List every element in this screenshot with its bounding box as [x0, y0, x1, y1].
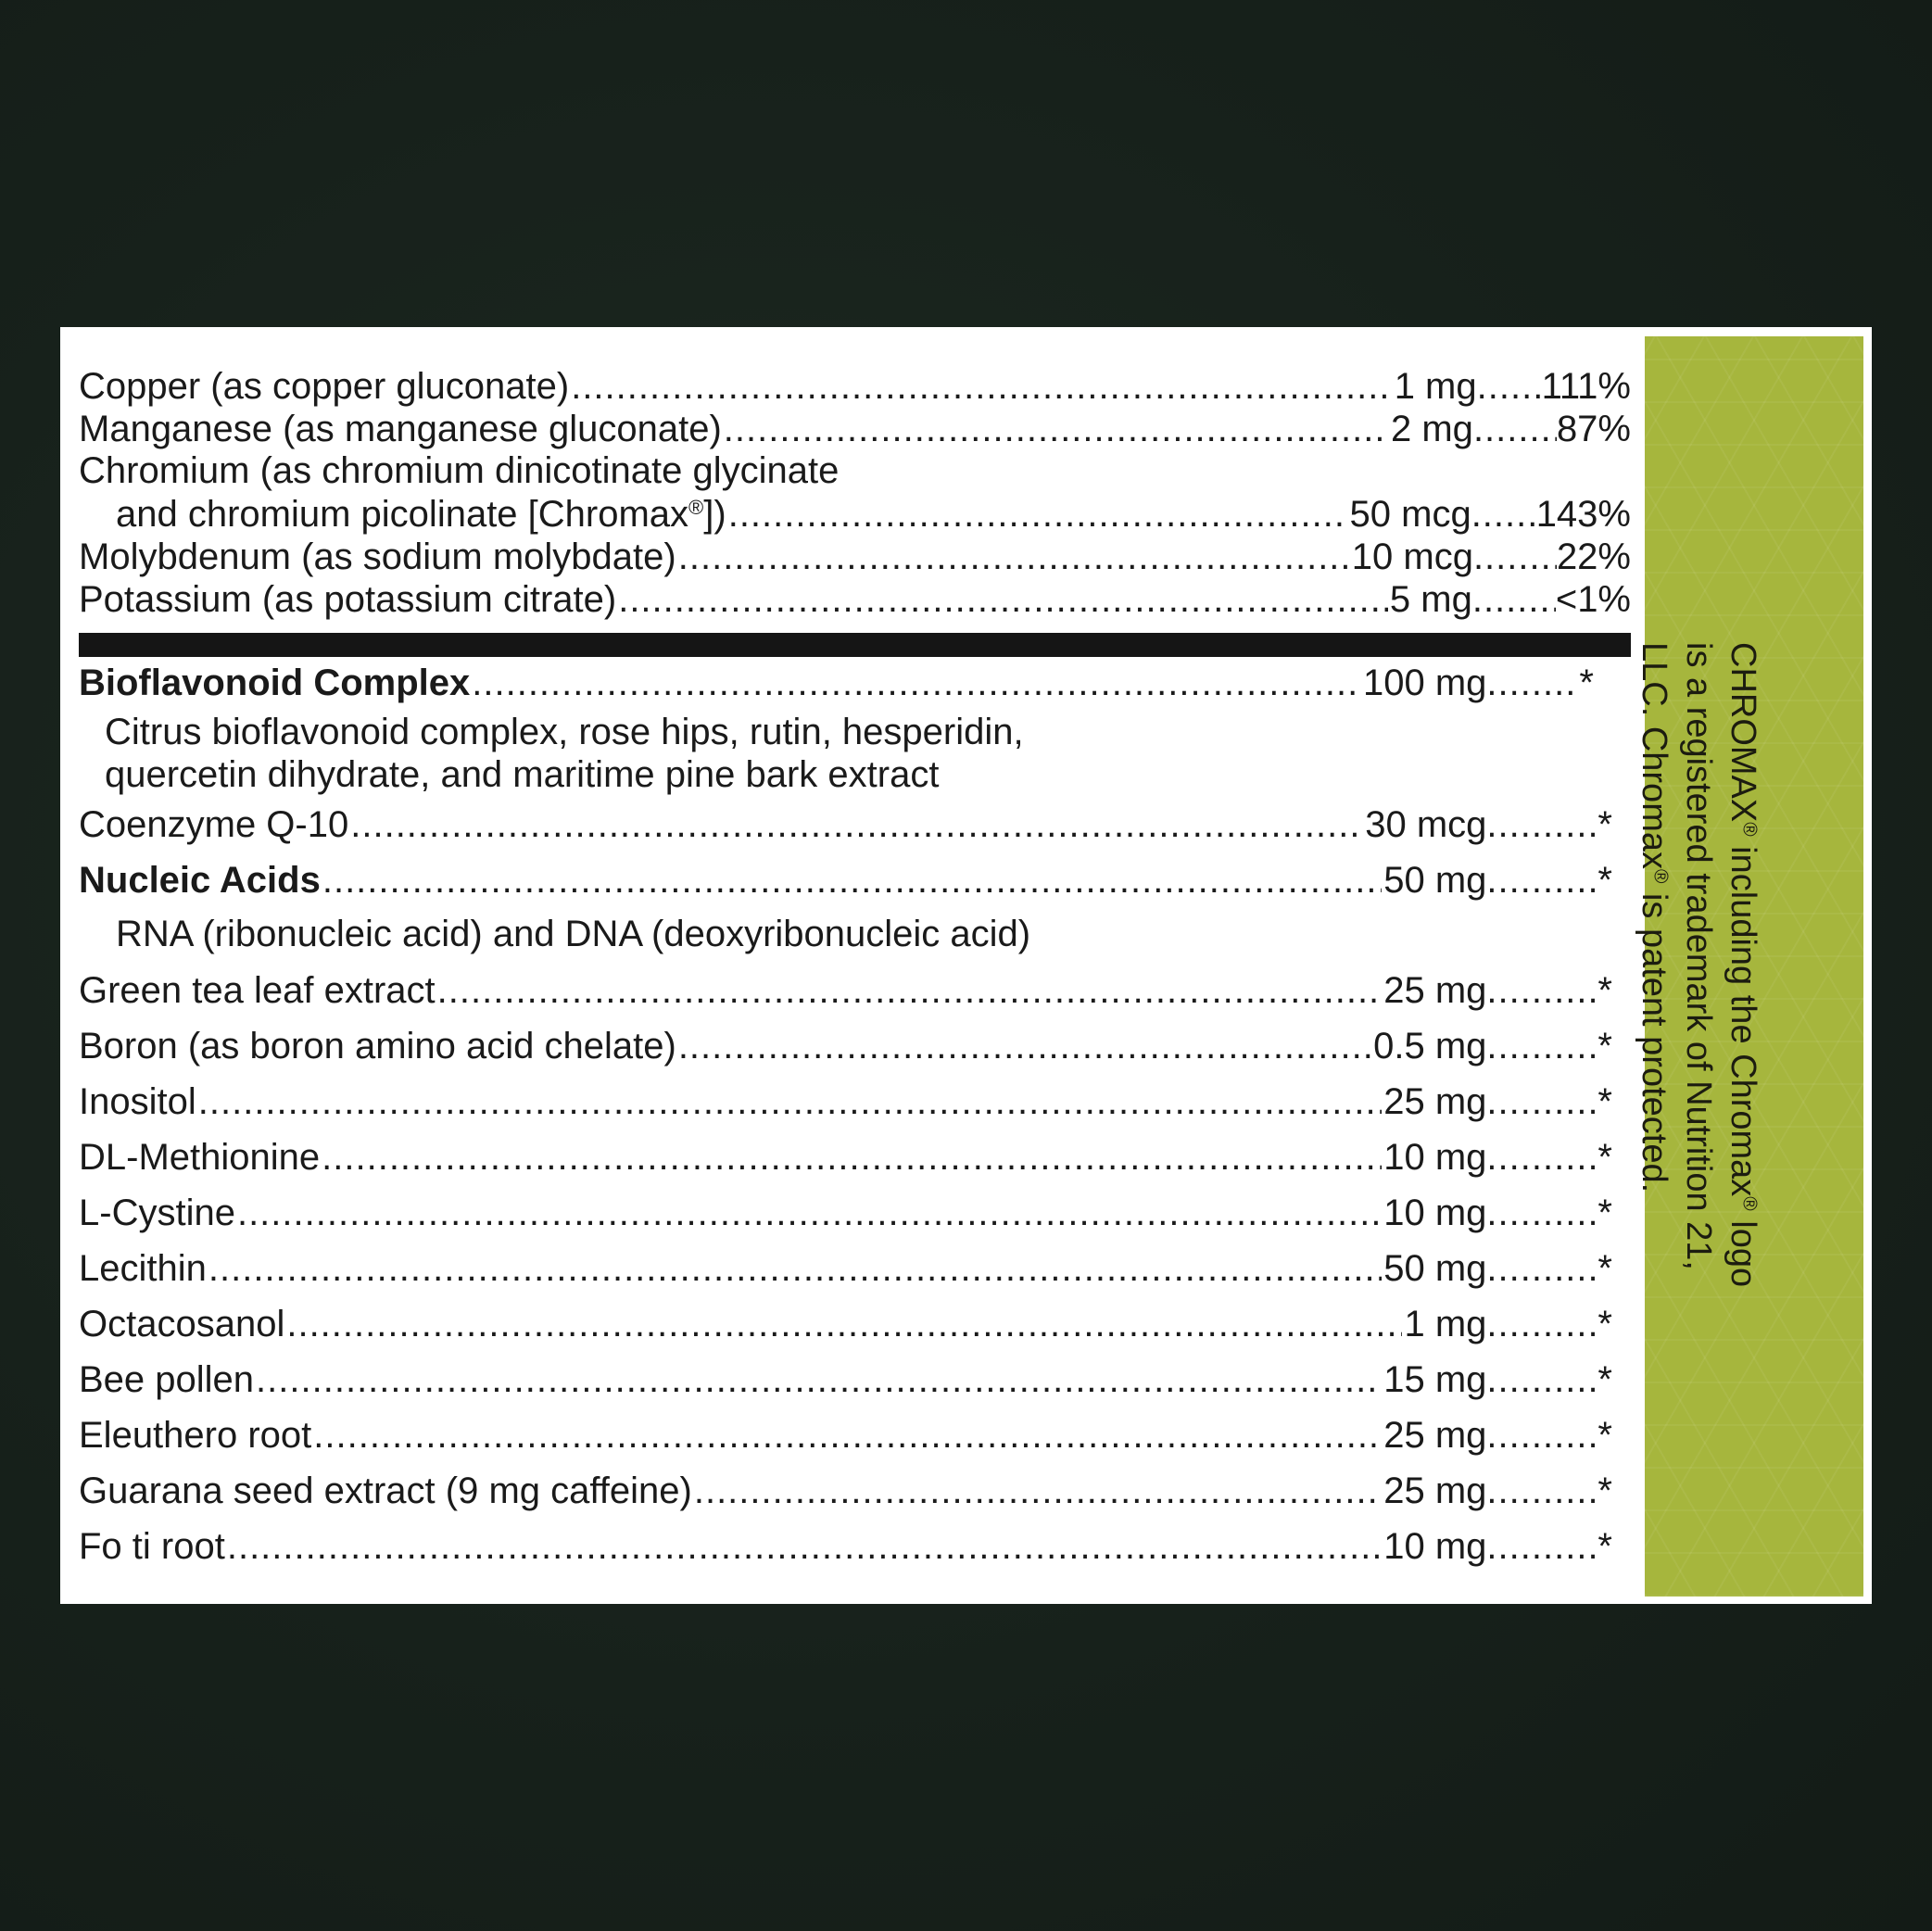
- ingredient-dv: 111%: [1541, 366, 1631, 407]
- ingredient-dv: *: [1597, 1193, 1612, 1233]
- ingredient-row-eleuthero: [79, 1413, 1612, 1458]
- ingredient-name: Green tea leaf extract: [79, 970, 436, 1011]
- ingredient-dv: *: [1597, 1081, 1612, 1122]
- ingredient-dv: *: [1597, 1026, 1612, 1066]
- ingredient-name-chromium-line1: Chromium (as chromium dinicotinate glycinate: [79, 450, 840, 491]
- bioflavonoid-desc-line1: Citrus bioflavonoid complex, rose hips, rutin, hesperidin,: [105, 712, 1024, 752]
- ingredient-name: Coenzyme Q-10: [79, 804, 349, 845]
- ingredient-row-fo-ti: [79, 1524, 1612, 1569]
- ingredient-row-coq10: [79, 802, 1612, 847]
- ingredient-row-octacosanol: [79, 1302, 1612, 1346]
- ingredient-amount: 50 mg: [1383, 1248, 1487, 1289]
- ingredient-row-manganese: [79, 407, 1631, 451]
- ingredient-row-l-cystine: [79, 1191, 1612, 1235]
- ingredient-row-molybdenum: [79, 535, 1631, 579]
- ingredient-amount: 25 mg: [1383, 1415, 1487, 1456]
- ingredient-row-potassium: [79, 577, 1631, 622]
- ingredient-amount: 25 mg: [1383, 1470, 1487, 1511]
- ingredient-amount: 50 mg: [1383, 860, 1487, 901]
- ingredient-name: Lecithin: [79, 1248, 207, 1289]
- ingredient-name: DL-Methionine: [79, 1137, 321, 1178]
- ingredient-dv: *: [1597, 1526, 1612, 1567]
- ingredient-dv: 143%: [1535, 494, 1631, 535]
- ingredient-row-chromium: [79, 492, 1631, 536]
- ingredient-name: Manganese (as manganese gluconate): [79, 409, 722, 449]
- ingredient-row-nucleic-acids: [79, 858, 1612, 902]
- ingredient-row-green-tea: [79, 968, 1612, 1013]
- ingredient-row-copper: [79, 364, 1631, 409]
- ingredient-amount: 10 mcg: [1351, 536, 1473, 577]
- ingredient-dv: *: [1597, 1359, 1612, 1400]
- ingredient-row-inositol: [79, 1079, 1612, 1124]
- trademark-line1: CHROMAX® including the Chromax® logo: [1724, 642, 1762, 1288]
- ingredient-row-lecithin: [79, 1246, 1612, 1291]
- ingredient-name: L-Cystine: [79, 1193, 235, 1233]
- trademark-line3: LLC. Chromax® is patent protected.: [1635, 642, 1673, 1193]
- ingredient-dv: *: [1597, 1248, 1612, 1289]
- trademark-notice: [1632, 642, 1765, 1287]
- ingredient-amount: 0.5 mg: [1373, 1026, 1487, 1066]
- nucleic-acids-desc: RNA (ribonucleic acid) and DNA (deoxyribonucleic acid): [116, 914, 1031, 954]
- ingredient-amount: 10 mg: [1383, 1526, 1487, 1567]
- ingredient-name: Eleuthero root: [79, 1415, 312, 1456]
- ingredient-dv: <1%: [1555, 579, 1631, 620]
- ingredient-dv: *: [1597, 860, 1612, 901]
- ingredient-dv: *: [1579, 663, 1594, 703]
- ingredient-amount: 25 mg: [1383, 1081, 1487, 1122]
- ingredient-dv: *: [1597, 970, 1612, 1011]
- ingredient-dv: *: [1597, 1470, 1612, 1511]
- ingredient-amount: 30 mcg: [1365, 804, 1487, 845]
- trademark-line2: is a registered trademark of Nutrition 21,: [1679, 642, 1718, 1270]
- supplement-facts-label: [60, 327, 1872, 1604]
- ingredient-dv: *: [1597, 1304, 1612, 1344]
- ingredient-row-boron: [79, 1024, 1612, 1068]
- ingredient-dv: *: [1597, 1415, 1612, 1456]
- ingredient-row-guarana: [79, 1469, 1612, 1513]
- trademark-sidebar: [1635, 336, 1863, 1597]
- section-divider: [79, 633, 1631, 657]
- bioflavonoid-desc-line2: quercetin dihydrate, and maritime pine bark extract: [105, 754, 940, 795]
- ingredient-dv: 87%: [1556, 409, 1631, 449]
- ingredient-name: Nucleic Acids: [79, 860, 321, 901]
- ingredient-name: Octacosanol: [79, 1304, 285, 1344]
- ingredient-amount: 100 mg: [1363, 663, 1487, 703]
- ingredient-dv: *: [1597, 1137, 1612, 1178]
- ingredient-dv: 22%: [1556, 536, 1631, 577]
- ingredient-name: Guarana seed extract (9 mg caffeine): [79, 1470, 692, 1511]
- ingredient-row-dl-methionine: [79, 1135, 1612, 1180]
- ingredient-amount: 50 mcg: [1349, 494, 1471, 535]
- ingredient-name: Molybdenum (as sodium molybdate): [79, 536, 676, 577]
- ingredient-row-bioflavonoid: [79, 661, 1594, 705]
- ingredient-amount: 10 mg: [1383, 1137, 1487, 1178]
- ingredient-name: Potassium (as potassium citrate): [79, 579, 617, 620]
- ingredient-name: Inositol: [79, 1081, 196, 1122]
- ingredient-amount: 1 mg: [1404, 1304, 1487, 1344]
- ingredient-amount: 25 mg: [1383, 970, 1487, 1011]
- ingredient-amount: 15 mg: [1383, 1359, 1487, 1400]
- ingredient-amount: 2 mg: [1391, 409, 1473, 449]
- ingredient-name: Fo ti root: [79, 1526, 225, 1567]
- ingredient-row-bee-pollen: [79, 1357, 1612, 1402]
- ingredient-amount: 1 mg: [1394, 366, 1477, 407]
- ingredient-name: and chromium picolinate [Chromax®]): [116, 494, 726, 535]
- ingredient-name: Boron (as boron amino acid chelate): [79, 1026, 676, 1066]
- ingredient-amount: 5 mg: [1389, 579, 1472, 620]
- ingredient-name: Bee pollen: [79, 1359, 255, 1400]
- ingredient-name: Bioflavonoid Complex: [79, 663, 471, 703]
- ingredient-name: Copper (as copper gluconate): [79, 366, 570, 407]
- ingredient-amount: 10 mg: [1383, 1193, 1487, 1233]
- ingredient-dv: *: [1597, 804, 1612, 845]
